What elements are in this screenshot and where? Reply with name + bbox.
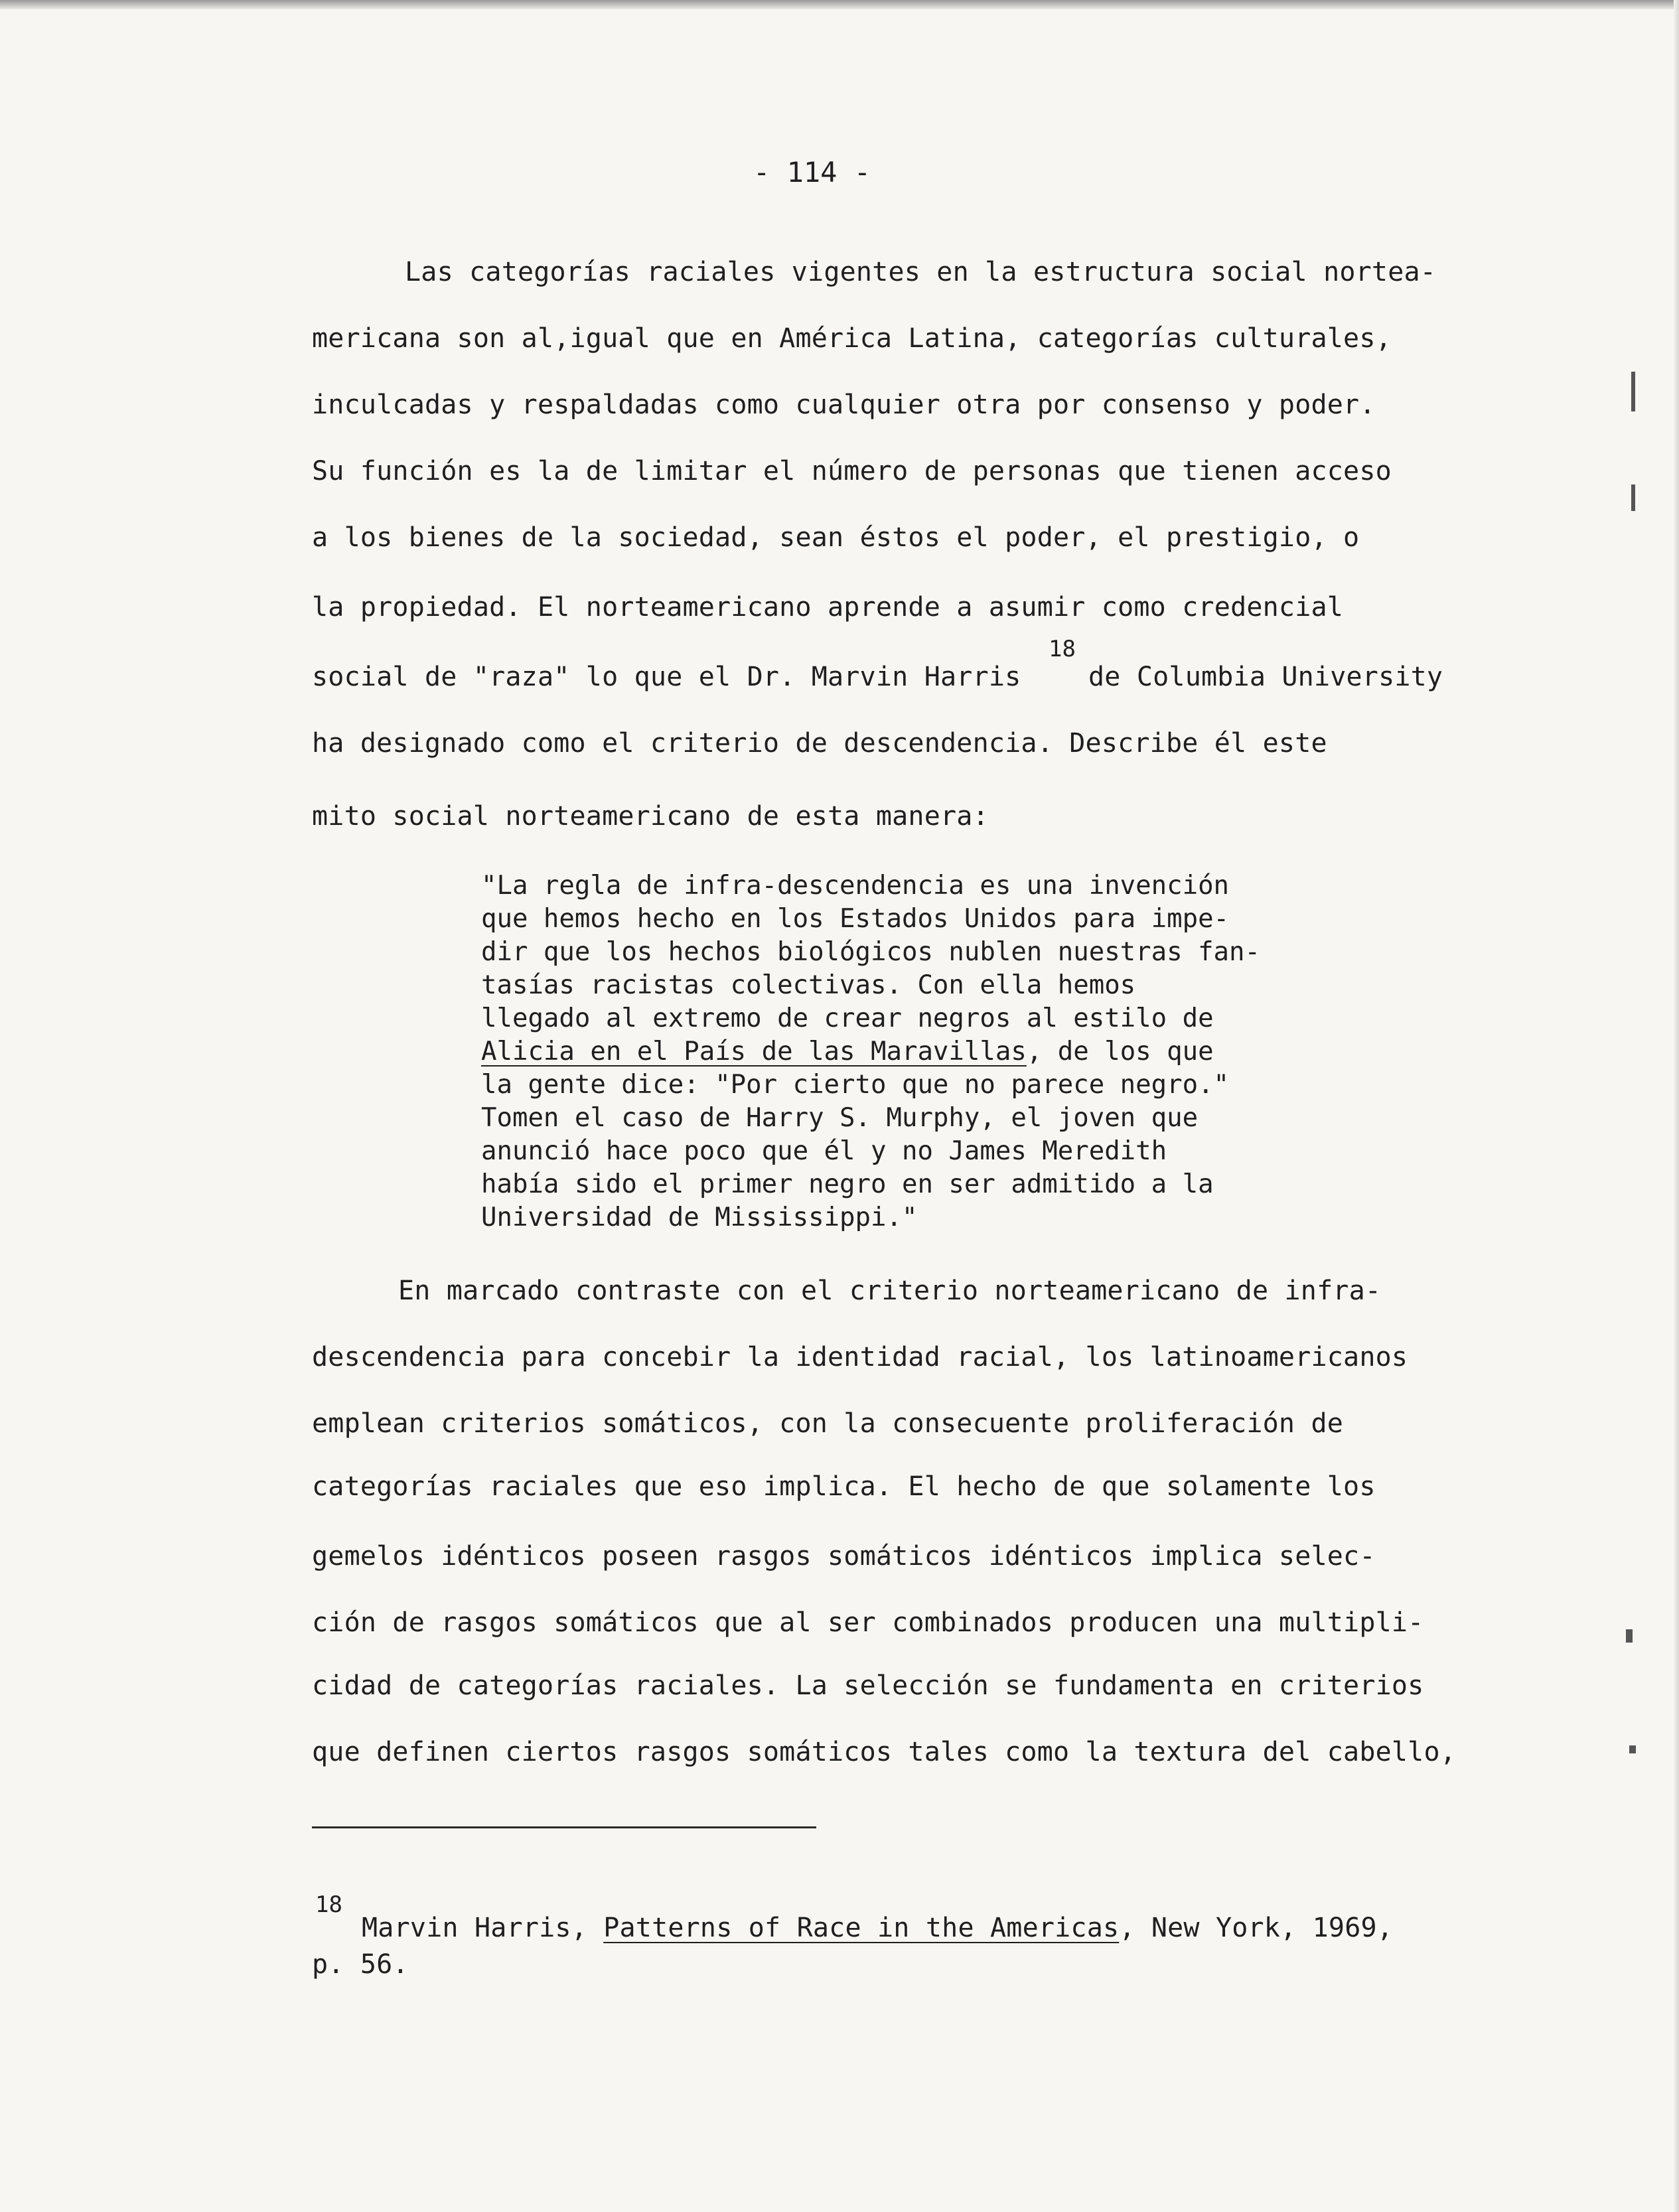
paragraph-1-line: Las categorías raciales vigentes en la estructura social nortea- bbox=[405, 257, 1437, 287]
quote-line-tail: , de los que bbox=[1026, 1037, 1214, 1067]
paragraph-1-line: de Columbia University bbox=[1088, 662, 1443, 692]
paragraph-2-line: que definen ciertos rasgos somáticos tales como la textura del cabello, bbox=[312, 1737, 1457, 1767]
paragraph-2-line: descendencia para concebir la identidad racial, los latinoamericanos bbox=[312, 1342, 1408, 1372]
quote-line bbox=[481, 1039, 1214, 1065]
footnote-divider bbox=[312, 1826, 816, 1828]
quote-line: que hemos hecho en los Estados Unidos para impe- bbox=[481, 904, 1230, 934]
paragraph-2-line: ción de rasgos somáticos que al ser combinados producen una multipli- bbox=[312, 1607, 1424, 1638]
paragraph-1-line: social de "raza" lo que el Dr. Marvin Harris bbox=[312, 662, 1021, 692]
page-number: - 114 - bbox=[753, 156, 871, 188]
quote-line: anunció hace poco que él y no James Meredith bbox=[481, 1136, 1167, 1166]
paragraph-1-line: ha designado como el criterio de descendencia. Describe él este bbox=[312, 728, 1327, 759]
margin-mark bbox=[1629, 1745, 1636, 1753]
paragraph-2-line: emplean criterios somáticos, con la consecuente proliferación de bbox=[312, 1408, 1344, 1439]
paragraph-1-line: mericana son al,igual que en América Latina, categorías culturales, bbox=[312, 323, 1392, 354]
quote-line: "La regla de infra-descendencia es una invención bbox=[481, 871, 1230, 901]
footnote-author: Marvin Harris, bbox=[362, 1913, 604, 1943]
footnote-line bbox=[362, 1915, 1393, 1941]
paragraph-2-line: categorías raciales que eso implica. El hecho de que solamente los bbox=[312, 1471, 1376, 1502]
margin-mark bbox=[1631, 484, 1635, 511]
footnote-number: 18 bbox=[315, 1891, 342, 1918]
footnote-book-title: Patterns of Race in the Americas bbox=[603, 1913, 1120, 1943]
quote-line: Universidad de Mississippi." bbox=[481, 1203, 918, 1232]
quote-line: había sido el primer negro en ser admitido a la bbox=[481, 1169, 1214, 1199]
footnote-reference: 18 bbox=[1049, 636, 1076, 662]
paragraph-1-line: mito social norteamericano de esta manera: bbox=[312, 801, 989, 832]
paragraph-2-line: cidad de categorías raciales. La selección se fundamenta en criterios bbox=[312, 1670, 1424, 1701]
quote-line: la gente dice: "Por cierto que no parece negro." bbox=[481, 1070, 1230, 1100]
paragraph-2-line: En marcado contraste con el criterio norteamericano de infra- bbox=[398, 1276, 1382, 1306]
scan-top-edge bbox=[0, 0, 1679, 9]
paragraph-1-line: Su función es la de limitar el número de personas que tienen acceso bbox=[312, 456, 1392, 486]
quote-line: tasías racistas colectivas. Con ella hemos bbox=[481, 970, 1136, 1000]
quote-book-title: Alicia en el País de las Maravillas bbox=[481, 1037, 1027, 1067]
scan-right-edge bbox=[1674, 0, 1679, 2212]
margin-mark bbox=[1626, 1629, 1633, 1643]
footnote-line: p. 56. bbox=[312, 1949, 409, 1980]
quote-line: dir que los hechos biológicos nublen nuestras fan- bbox=[481, 937, 1260, 967]
paragraph-1-line: inculcadas y respaldadas como cualquier otra por consenso y poder. bbox=[312, 390, 1376, 420]
paragraph-1-line: la propiedad. El norteamericano aprende a asumir como credencial bbox=[312, 592, 1344, 623]
footnote-publication: , New York, 1969, bbox=[1119, 1913, 1394, 1943]
paragraph-2-line: gemelos idénticos poseen rasgos somáticos idénticos implica selec- bbox=[312, 1541, 1376, 1572]
quote-line: llegado al extremo de crear negros al estilo de bbox=[481, 1003, 1214, 1033]
paragraph-1-line: a los bienes de la sociedad, sean éstos el poder, el prestigio, o bbox=[312, 522, 1360, 553]
quote-line: Tomen el caso de Harry S. Murphy, el joven que bbox=[481, 1103, 1199, 1133]
margin-mark bbox=[1631, 372, 1635, 411]
